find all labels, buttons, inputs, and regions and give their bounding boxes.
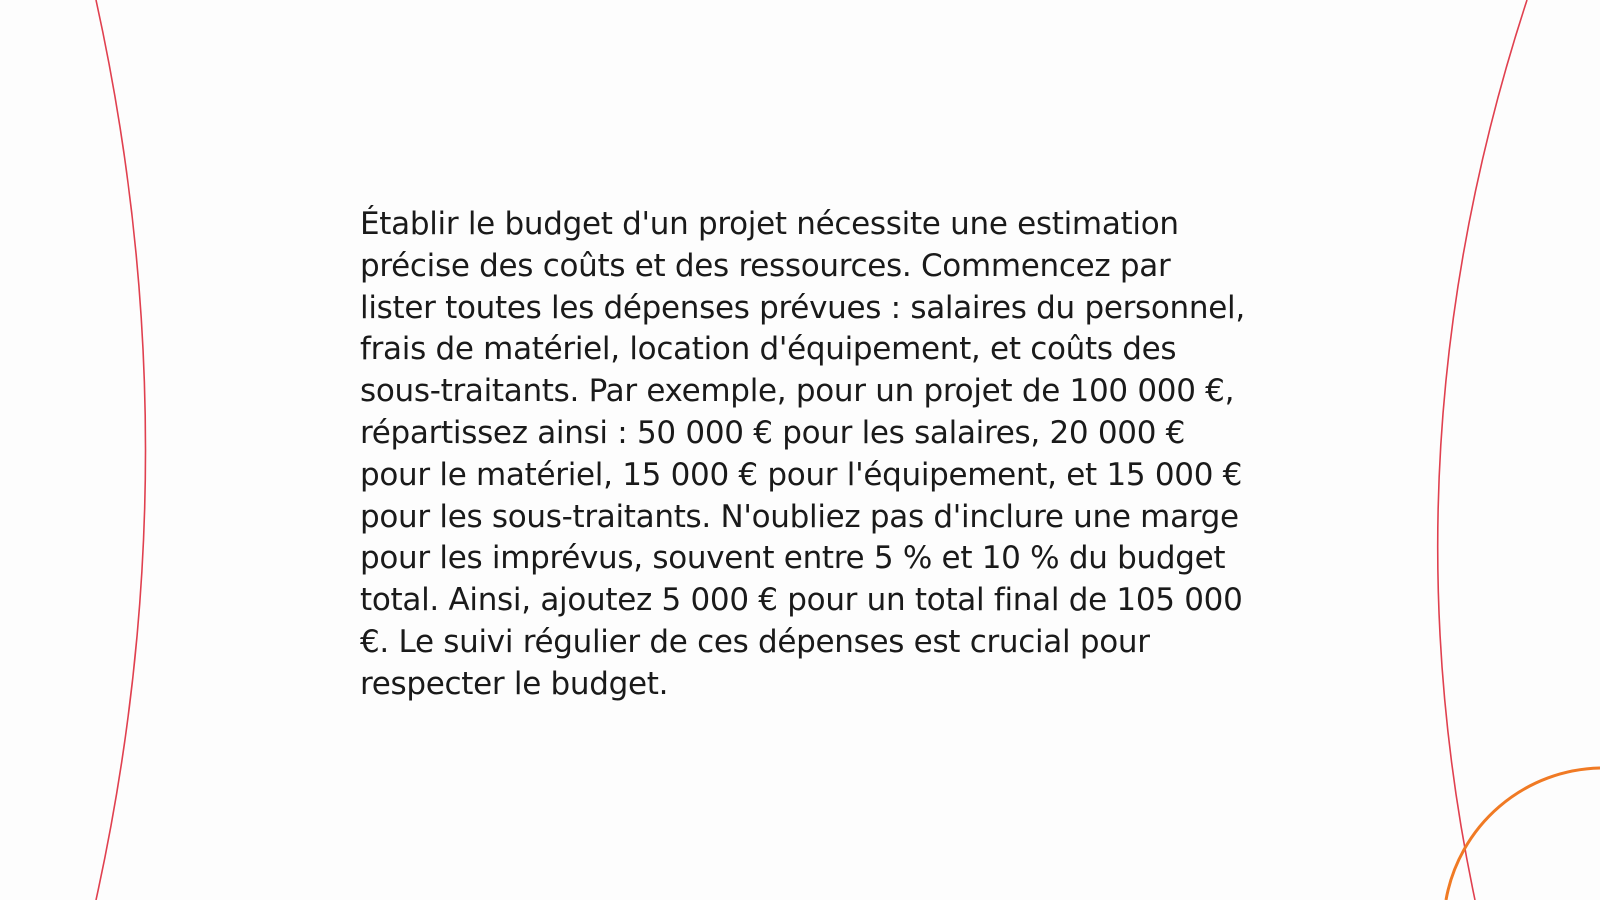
right-arc-curve [1438, 0, 1527, 900]
left-arc-curve [96, 0, 146, 900]
corner-orange-arc [1446, 768, 1600, 900]
body-paragraph: Établir le budget d'un projet nécessite une estimation précise des coûts et des ressources. Commencez par lister toutes les dépenses prévues : salaires du personnel, frais de matériel, location d'équipement, et coûts des sous-traitants. Par exemple, pour un projet de 100 000 €, répartissez ainsi : 50 000 € pour les salaires, 20 000 € pour le matériel, 15 000 € pour l'équipement, et 15 000 € pour les sous-traitants. N'oubliez pas d'inclure une marge pour les imprévus, souvent entre 5 % et 10 % du budget total. Ainsi, ajoutez 5 000 € pour un total final de 105 000 €. Le suivi régulier de ces dépenses est crucial pour respecter le budget. [360, 206, 1245, 702]
